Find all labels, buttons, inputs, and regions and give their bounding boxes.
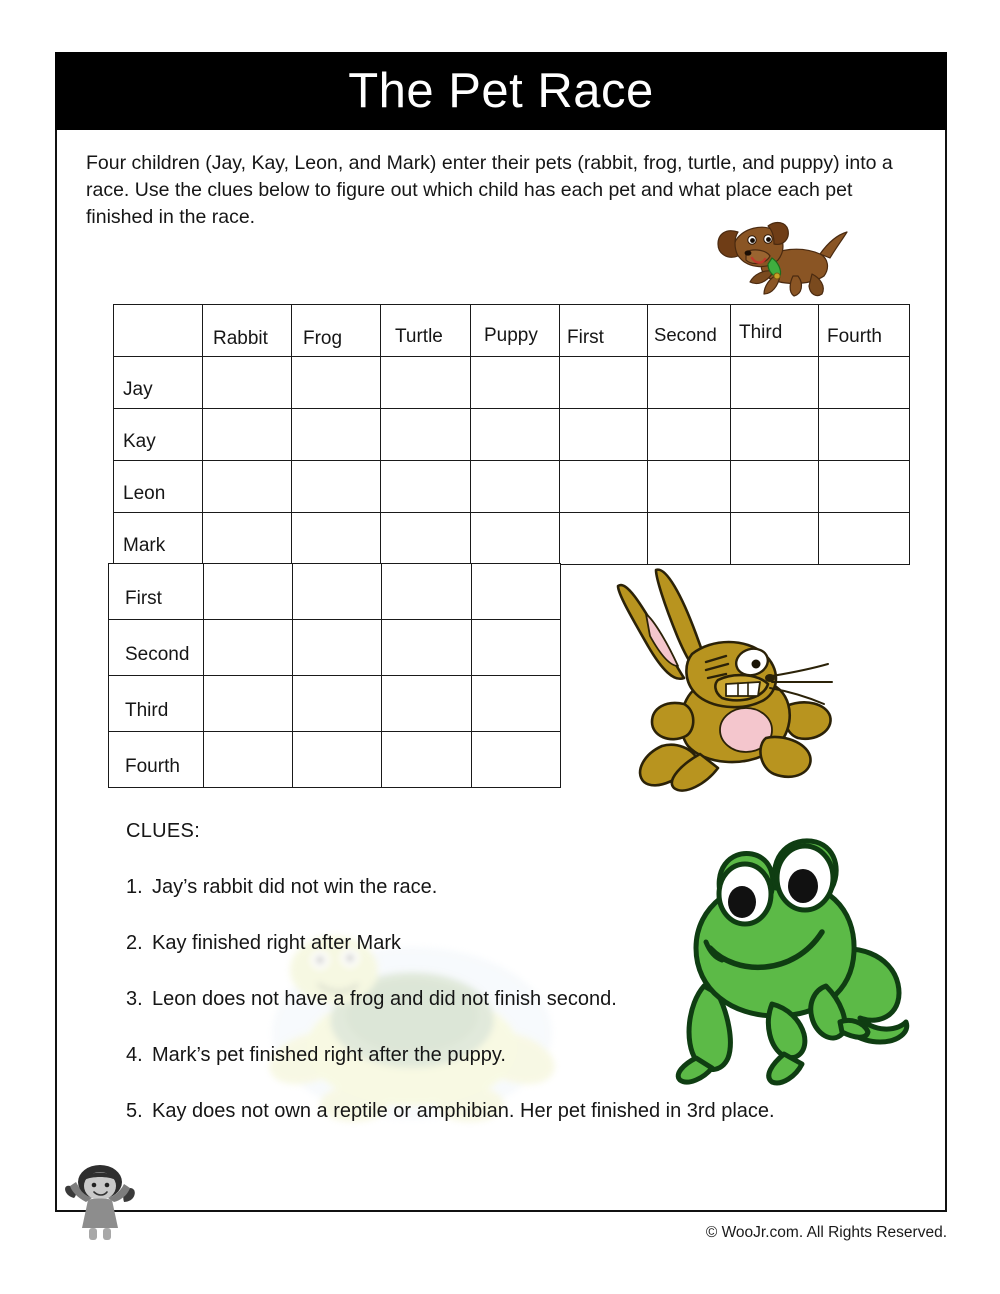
grid-row-label-mark <box>114 513 203 565</box>
logic-grid-lower <box>108 563 561 788</box>
grid-row-label-second <box>109 620 204 676</box>
grid-cell[interactable] <box>648 461 731 513</box>
grid-cell[interactable] <box>819 513 910 565</box>
grid-header-puppy-label: Puppy <box>484 324 538 346</box>
grid-cell[interactable] <box>381 409 471 461</box>
grid-cell[interactable] <box>648 409 731 461</box>
grid-row-label-jay <box>114 357 203 409</box>
title-bar <box>55 52 947 130</box>
grid-header-third <box>731 305 819 357</box>
grid-cell[interactable] <box>381 357 471 409</box>
clues-heading: CLUES: <box>126 820 201 842</box>
grid-cell[interactable] <box>560 513 648 565</box>
table-row <box>109 732 561 788</box>
grid-row-label-leon-text: Leon <box>123 482 166 504</box>
grid-cell[interactable] <box>472 732 561 788</box>
grid-header-second <box>648 305 731 357</box>
grid-header-frog-label: Frog <box>303 328 343 349</box>
clue-text: Jay’s rabbit did not win the race. <box>152 876 438 898</box>
grid-header-third-label: Third <box>739 322 783 343</box>
grid-row-label-jay-text: Jay <box>123 378 153 400</box>
grid-cell[interactable] <box>382 676 472 732</box>
table-row <box>114 461 910 513</box>
clue-text: Kay finished right after Mark <box>152 932 401 954</box>
grid-cell[interactable] <box>471 357 560 409</box>
list-item <box>126 874 886 900</box>
grid-cell[interactable] <box>293 676 382 732</box>
grid-row-label-first-text: First <box>125 587 162 609</box>
clue-text: Kay does not own a reptile or amphibian. Her pet finished in 3rd place. <box>152 1100 775 1122</box>
grid-cell[interactable] <box>471 513 560 565</box>
grid-cell[interactable] <box>819 461 910 513</box>
grid-header-turtle <box>381 305 471 357</box>
grid-cell[interactable] <box>560 409 648 461</box>
table-row <box>109 620 561 676</box>
grid-cell[interactable] <box>203 461 292 513</box>
grid-header-first-label: First <box>567 327 604 348</box>
logic-grid-upper <box>113 304 910 565</box>
grid-cell[interactable] <box>731 513 819 565</box>
grid-cell[interactable] <box>819 357 910 409</box>
table-row <box>114 409 910 461</box>
grid-cell[interactable] <box>819 409 910 461</box>
instructions-paragraph: Four children (Jay, Kay, Leon, and Mark) enter their pets (rabbit, frog, turtle, and puppy) into a race. Use the clues below to figure out which child has each pet and what place each pet finished in the race. <box>86 152 893 228</box>
grid-header-frog <box>292 305 381 357</box>
clue-number: 4. <box>126 1044 143 1066</box>
grid-header-first <box>560 305 648 357</box>
grid-row-label-mark-text: Mark <box>123 534 166 556</box>
grid-row-label-fourth-text: Fourth <box>125 755 180 777</box>
grid-cell[interactable] <box>292 409 381 461</box>
grid-cell[interactable] <box>382 564 472 620</box>
clue-number: 1. <box>126 876 143 898</box>
grid-cell[interactable] <box>203 409 292 461</box>
grid-cell[interactable] <box>293 732 382 788</box>
list-item <box>126 1042 886 1068</box>
grid-cell[interactable] <box>560 461 648 513</box>
grid-cell[interactable] <box>382 732 472 788</box>
grid-row-label-third <box>109 676 204 732</box>
grid-cell[interactable] <box>560 357 648 409</box>
grid-cell[interactable] <box>204 564 293 620</box>
grid-cell[interactable] <box>471 409 560 461</box>
table-row <box>109 564 561 620</box>
grid-cell[interactable] <box>648 357 731 409</box>
list-item <box>126 986 886 1012</box>
grid-corner-cell <box>114 305 203 357</box>
page-title: The Pet Race <box>348 63 654 118</box>
woojr-logo <box>62 1158 138 1242</box>
grid-cell[interactable] <box>381 461 471 513</box>
grid-cell[interactable] <box>731 461 819 513</box>
clue-text: Mark’s pet finished right after the puppy. <box>152 1044 506 1066</box>
grid-header-row <box>114 305 910 357</box>
grid-header-rabbit-label: Rabbit <box>213 328 268 349</box>
table-row <box>114 513 910 565</box>
running-rabbit-icon <box>600 558 862 798</box>
grid-cell[interactable] <box>292 461 381 513</box>
grid-cell[interactable] <box>472 564 561 620</box>
grid-cell[interactable] <box>203 357 292 409</box>
grid-cell[interactable] <box>293 564 382 620</box>
grid-cell[interactable] <box>648 513 731 565</box>
grid-cell[interactable] <box>471 461 560 513</box>
copyright-notice: © WooJr.com. All Rights Reserved. <box>705 1224 947 1241</box>
grid-header-rabbit <box>203 305 292 357</box>
clue-number: 3. <box>126 988 143 1010</box>
grid-cell[interactable] <box>204 676 293 732</box>
grid-cell[interactable] <box>204 732 293 788</box>
grid-cell[interactable] <box>292 357 381 409</box>
grid-row-label-third-text: Third <box>125 699 169 721</box>
table-row <box>109 676 561 732</box>
grid-row-label-leon <box>114 461 203 513</box>
grid-cell[interactable] <box>203 513 292 565</box>
grid-row-label-kay-text: Kay <box>123 430 156 452</box>
grid-cell[interactable] <box>472 620 561 676</box>
clue-number: 2. <box>126 932 143 954</box>
grid-cell[interactable] <box>204 620 293 676</box>
clue-number: 5. <box>126 1100 143 1122</box>
table-row <box>114 357 910 409</box>
grid-header-fourth <box>819 305 910 357</box>
clue-text: Leon does not have a frog and did not finish second. <box>152 988 617 1010</box>
grid-row-label-fourth <box>109 732 204 788</box>
grid-header-fourth-label: Fourth <box>827 325 882 347</box>
grid-header-second-label: Second <box>654 324 717 345</box>
grid-cell[interactable] <box>293 620 382 676</box>
list-item <box>126 930 886 956</box>
grid-header-puppy <box>471 305 560 357</box>
grid-cell[interactable] <box>731 357 819 409</box>
grid-row-label-kay <box>114 409 203 461</box>
grid-row-label-first <box>109 564 204 620</box>
grid-cell[interactable] <box>292 513 381 565</box>
grid-cell[interactable] <box>472 676 561 732</box>
grid-cell[interactable] <box>731 409 819 461</box>
grid-cell[interactable] <box>382 620 472 676</box>
grid-cell[interactable] <box>381 513 471 565</box>
clues-section <box>126 820 886 1154</box>
grid-header-turtle-label: Turtle <box>395 326 443 347</box>
list-item <box>126 1098 886 1124</box>
grid-row-label-second-text: Second <box>125 643 190 665</box>
